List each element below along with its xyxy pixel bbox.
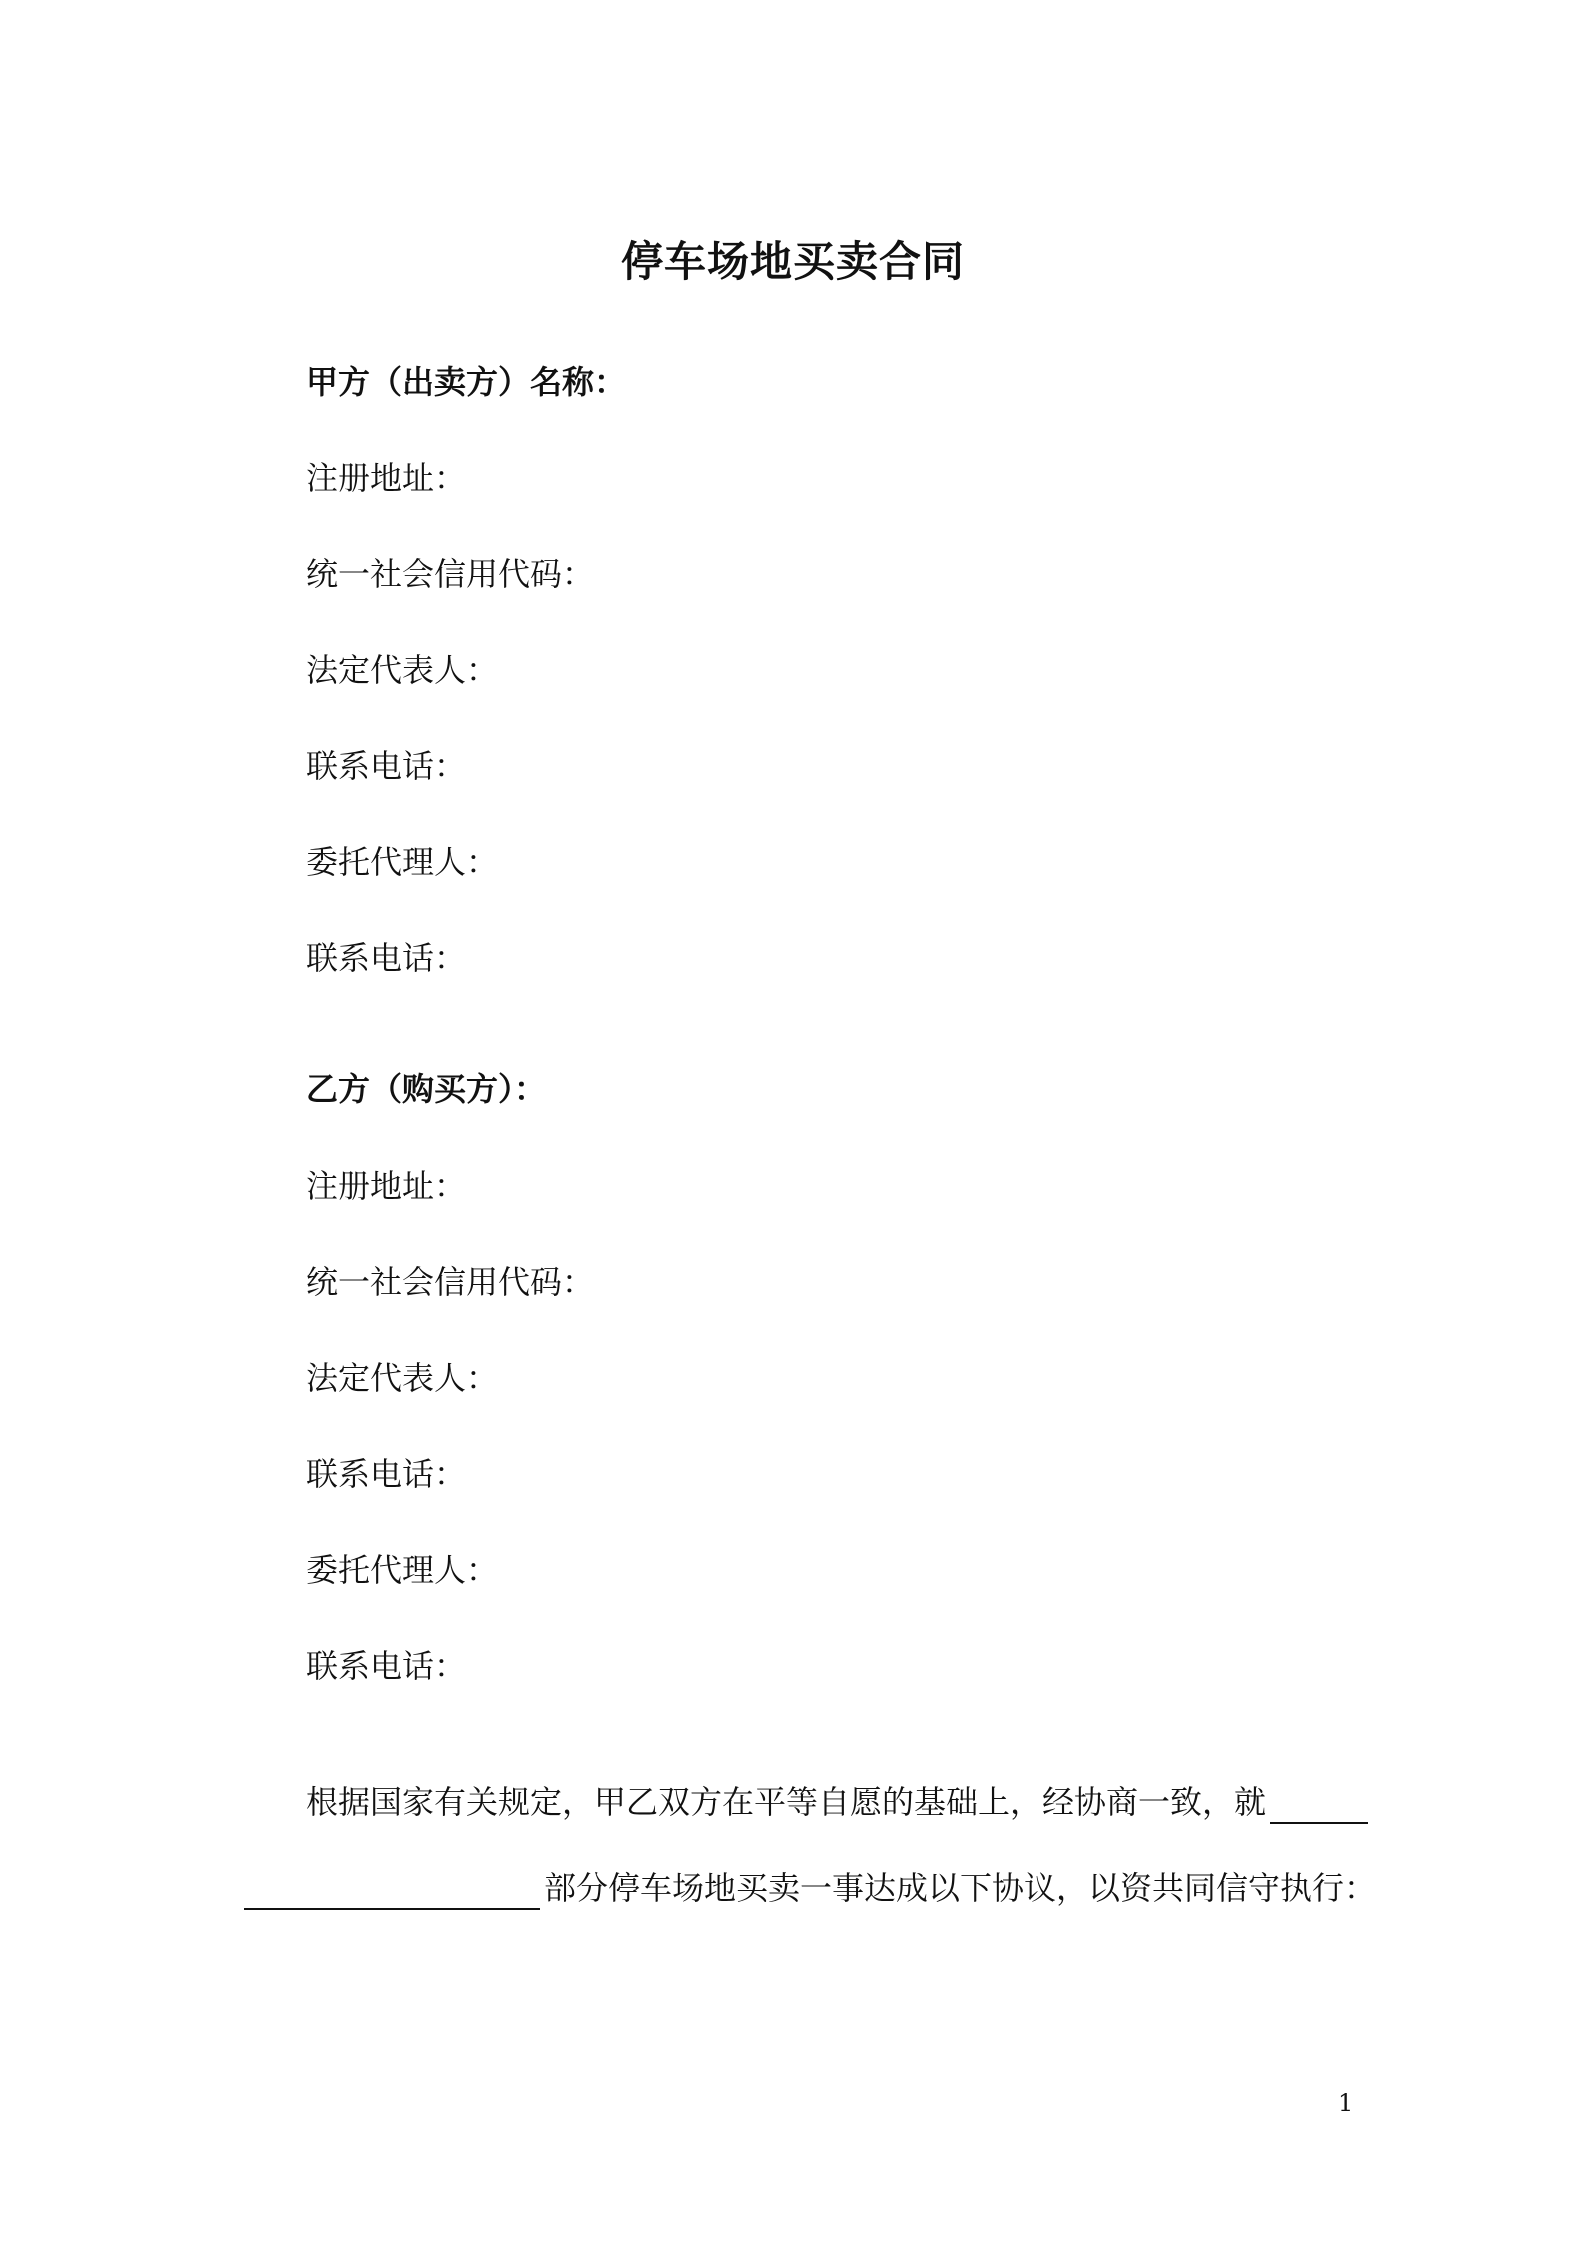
party-a-legal-representative-label: 法定代表人： xyxy=(306,651,499,689)
party-b-phone-label: 联系电话： xyxy=(306,1455,467,1493)
party-a-credit-code-label: 统一社会信用代码： xyxy=(306,555,595,593)
party-a-agent-phone-label: 联系电话： xyxy=(306,939,467,977)
preamble-line-2-text: 部分停车场地买卖一事达成以下协议，以资共同信守执行： xyxy=(544,1869,1377,1907)
party-a-agent-label: 委托代理人： xyxy=(306,843,499,881)
party-b-agent-phone-label: 联系电话： xyxy=(306,1647,467,1685)
party-a-phone-label: 联系电话： xyxy=(306,747,467,785)
party-b-credit-code-label: 统一社会信用代码： xyxy=(306,1263,595,1301)
page-number: 1 xyxy=(1338,2089,1354,2117)
document-title: 停车场地买卖合同 xyxy=(620,237,965,286)
preamble-blank-2 xyxy=(244,1872,540,1910)
party-b-heading: 乙方（购买方）： xyxy=(306,1070,547,1108)
party-b-legal-representative-label: 法定代表人： xyxy=(306,1359,499,1397)
preamble-line-2 xyxy=(244,1866,1376,1910)
party-b-registered-address-label: 注册地址： xyxy=(306,1167,467,1205)
preamble-line-1 xyxy=(306,1780,1368,1824)
party-a-heading: 甲方（出卖方）名称： xyxy=(306,363,627,401)
party-b-agent-label: 委托代理人： xyxy=(306,1551,499,1589)
party-a-registered-address-label: 注册地址： xyxy=(306,459,467,497)
preamble-blank-1 xyxy=(1270,1786,1368,1824)
preamble-line-1-text: 根据国家有关规定，甲乙双方在平等自愿的基础上，经协商一致，就 xyxy=(306,1783,1267,1821)
